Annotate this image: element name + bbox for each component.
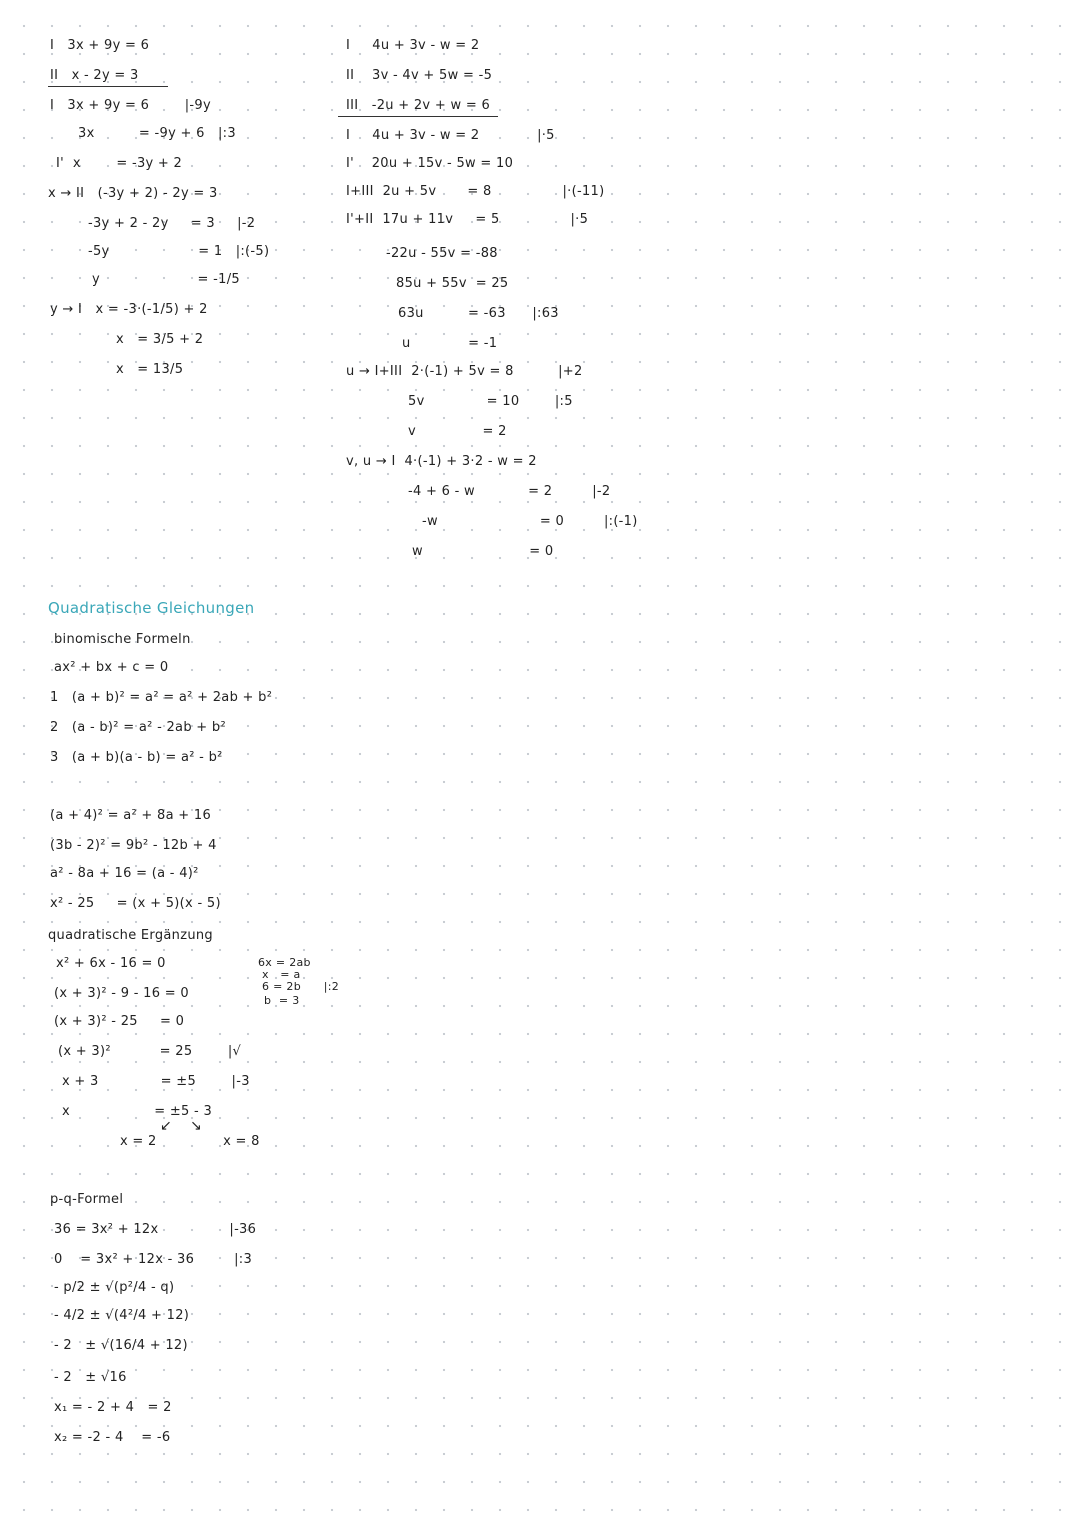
arrow-right-icon: ↘ <box>190 1118 202 1134</box>
right-system-line: I' 20u + 15v - 5w = 10 <box>346 156 514 171</box>
left-system-line: y → I x = -3·(-1/5) + 2 <box>50 302 208 317</box>
examples-line: x² + 6x - 16 = 0 <box>56 956 166 971</box>
section-heading: Quadratische Gleichungen <box>48 599 255 617</box>
right-system-line: u = -1 <box>402 336 498 351</box>
right-system-line: I 4u + 3v - w = 2 |·5 <box>346 128 555 143</box>
pq-line: - 2 ± √16 <box>54 1370 127 1385</box>
binomial-line: 2 (a - b)² = a² - 2ab + b² <box>50 720 226 735</box>
right-system-line: -22u - 55v = -88 <box>386 246 498 261</box>
right-system-line: u → I+III 2·(-1) + 5v = 8 |+2 <box>346 364 583 379</box>
binomial-line: binomische Formeln <box>54 632 191 647</box>
left-system-line: y = -1/5 <box>92 272 240 287</box>
examples-line: quadratische Ergänzung <box>48 928 213 943</box>
left-system-line: x → II (-3y + 2) - 2y = 3 <box>48 186 218 201</box>
underline-right <box>338 116 498 117</box>
pq-line: 36 = 3x² + 12x |-36 <box>54 1222 257 1237</box>
pq-line: x₂ = -2 - 4 = -6 <box>54 1430 171 1445</box>
right-system-line: II 3v - 4v + 5w = -5 <box>346 68 493 83</box>
examples-line: x = 2 x = 8 <box>120 1134 260 1149</box>
pq-line: x₁ = - 2 + 4 = 2 <box>54 1400 172 1415</box>
examples-line: (a + 4)² = a² + 8a + 16 <box>50 808 212 823</box>
side-note-line: b = 3 <box>264 994 300 1007</box>
left-system-line: 3x = -9y + 6 |:3 <box>78 126 236 141</box>
right-system-line: 85u + 55v = 25 <box>396 276 509 291</box>
left-system-line: x = 3/5 + 2 <box>116 332 204 347</box>
pq-line: 0 = 3x² + 12x - 36 |:3 <box>54 1252 253 1267</box>
right-system-line: I'+II 17u + 11v = 5 |·5 <box>346 212 589 227</box>
side-note-line: x = a <box>262 968 301 981</box>
examples-line: x = ±5 - 3 <box>62 1104 213 1119</box>
arrow-left-icon: ↙ <box>160 1118 172 1134</box>
right-system-line: -4 + 6 - w = 2 |-2 <box>408 484 611 499</box>
right-system-line: v = 2 <box>408 424 507 439</box>
right-system-line: 63u = -63 |:63 <box>398 306 559 321</box>
right-system-line: III -2u + 2v + w = 6 <box>346 98 491 113</box>
pq-line: - 2 ± √(16/4 + 12) <box>54 1338 188 1353</box>
pq-line: p-q-Formel <box>50 1192 124 1207</box>
left-system-line: I 3x + 9y = 6 <box>50 38 150 53</box>
left-system-line: -3y + 2 - 2y = 3 |-2 <box>88 216 256 231</box>
underline-left <box>48 86 168 87</box>
binomial-line: 3 (a + b)(a - b) = a² - b² <box>50 750 223 765</box>
examples-line: x² - 25 = (x + 5)(x - 5) <box>50 896 221 911</box>
right-system-line: -w = 0 |:(-1) <box>422 514 638 529</box>
left-system-line: -5y = 1 |:(-5) <box>88 244 270 259</box>
left-system-line: II x - 2y = 3 <box>50 68 139 83</box>
right-system-line: I+III 2u + 5v = 8 |·(-11) <box>346 184 605 199</box>
examples-line: (x + 3)² - 9 - 16 = 0 <box>54 986 189 1001</box>
right-system-line: 5v = 10 |:5 <box>408 394 573 409</box>
right-system-line: v, u → I 4·(-1) + 3·2 - w = 2 <box>346 454 537 469</box>
examples-line: (3b - 2)² = 9b² - 12b + 4 <box>50 838 217 853</box>
examples-line: x + 3 = ±5 |-3 <box>62 1074 250 1089</box>
left-system-line: I' x = -3y + 2 <box>56 156 183 171</box>
left-system-line: x = 13/5 <box>116 362 184 377</box>
pq-line: - p/2 ± √(p²/4 - q) <box>54 1280 175 1295</box>
side-note-line: 6 = 2b |:2 <box>262 980 340 993</box>
side-note-line: 6x = 2ab <box>258 956 311 969</box>
binomial-line: ax² + bx + c = 0 <box>54 660 169 675</box>
right-system-line: w = 0 <box>412 544 554 559</box>
right-system-line: I 4u + 3v - w = 2 <box>346 38 480 53</box>
left-system-line: I 3x + 9y = 6 |-9y <box>50 98 211 113</box>
examples-line: (x + 3)² = 25 |√ <box>58 1044 242 1059</box>
examples-line: a² - 8a + 16 = (a - 4)² <box>50 866 199 881</box>
binomial-line: 1 (a + b)² = a² = a² + 2ab + b² <box>50 690 273 705</box>
examples-line: (x + 3)² - 25 = 0 <box>54 1014 185 1029</box>
pq-line: - 4/2 ± √(4²/4 + 12) <box>54 1308 190 1323</box>
